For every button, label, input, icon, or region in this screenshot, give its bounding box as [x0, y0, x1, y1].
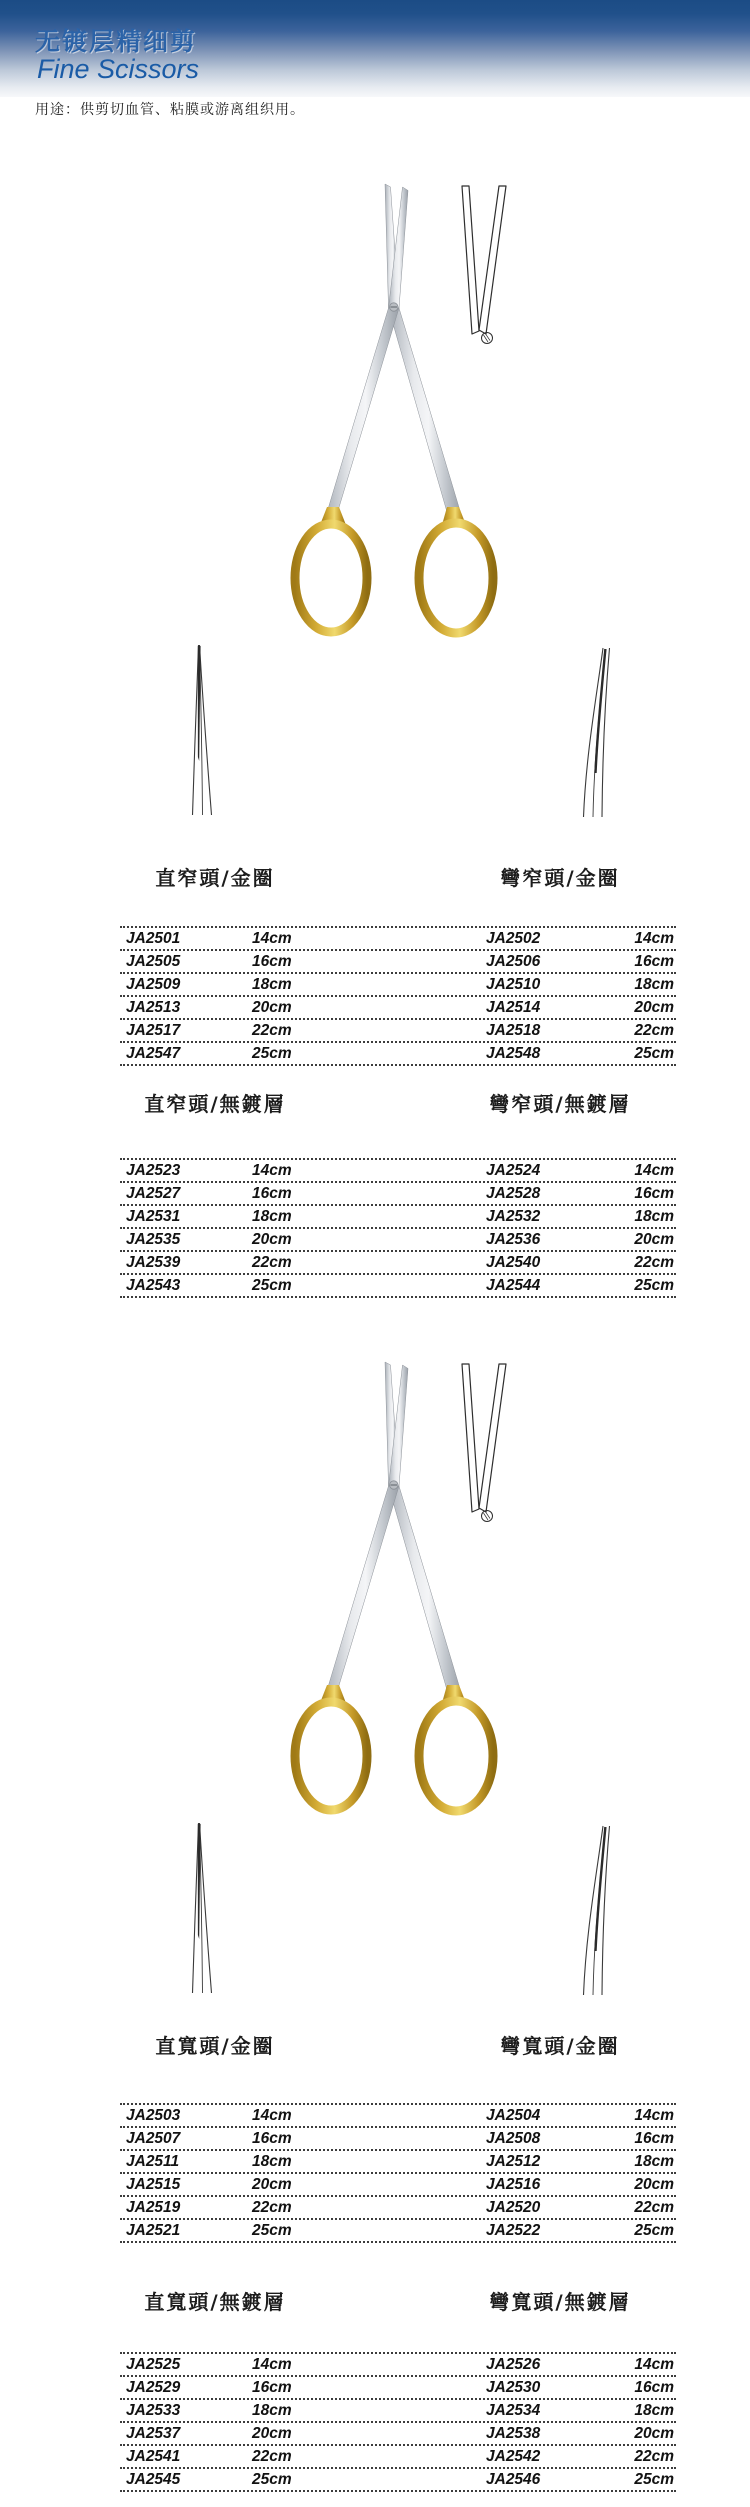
catalog-number: JA2516	[486, 2175, 541, 2193]
size-value: 14cm	[252, 2106, 292, 2124]
product-table	[120, 926, 676, 1066]
size-value: 18cm	[252, 1207, 292, 1225]
catalog-number: JA2514	[486, 998, 541, 1016]
curved-tip-drawing	[574, 645, 614, 820]
size-value: 25cm	[634, 2221, 674, 2239]
size-value: 25cm	[634, 2470, 674, 2488]
size-value: 18cm	[634, 975, 674, 993]
catalog-number: JA2513	[126, 998, 181, 1016]
catalog-number: JA2535	[126, 1230, 181, 1248]
size-value: 14cm	[634, 1161, 674, 1179]
page-title-english: Fine Scissors	[37, 54, 200, 84]
size-value: 22cm	[634, 2447, 674, 2465]
catalog-number: JA2545	[126, 2470, 181, 2488]
size-value: 22cm	[634, 2198, 674, 2216]
catalog-number: JA2542	[486, 2447, 541, 2465]
size-value: 20cm	[634, 2175, 674, 2193]
table-row	[120, 2375, 676, 2398]
table-row	[120, 926, 676, 949]
table-row	[120, 2195, 676, 2218]
catalog-number: JA2528	[486, 1184, 541, 1202]
size-value: 16cm	[252, 1184, 292, 1202]
table-row	[120, 2103, 676, 2126]
size-value: 22cm	[634, 1021, 674, 1039]
table-row	[120, 1041, 676, 1064]
catalog-number: JA2511	[126, 2152, 180, 2170]
catalog-number: JA2507	[126, 2129, 181, 2147]
catalog-number: JA2515	[126, 2175, 181, 2193]
size-value: 20cm	[634, 2424, 674, 2442]
catalog-number: JA2504	[486, 2106, 541, 2124]
catalog-number: JA2519	[126, 2198, 181, 2216]
size-value: 20cm	[252, 2175, 292, 2193]
catalog-number: JA2517	[126, 1021, 181, 1039]
size-value: 18cm	[634, 2152, 674, 2170]
size-value: 20cm	[634, 1230, 674, 1248]
size-value: 18cm	[634, 2401, 674, 2419]
table-row	[120, 1227, 676, 1250]
column-header-left: 直寬頭/無鍍層	[144, 2290, 286, 2314]
usage-note: 用途：供剪切血管、粘膜或游离组织用。	[35, 101, 305, 117]
size-value: 14cm	[634, 2106, 674, 2124]
size-value: 16cm	[634, 952, 674, 970]
size-value: 16cm	[634, 1184, 674, 1202]
catalog-number: JA2544	[486, 1276, 541, 1294]
catalog-number: JA2501	[126, 929, 181, 947]
size-value: 25cm	[252, 1044, 292, 1062]
product-table	[120, 2103, 676, 2243]
catalog-number: JA2540	[486, 1253, 541, 1271]
size-value: 25cm	[252, 2221, 292, 2239]
catalog-number: JA2520	[486, 2198, 541, 2216]
product-table	[120, 2352, 676, 2492]
catalog-number: JA2532	[486, 1207, 541, 1225]
catalog-number: JA2548	[486, 1044, 541, 1062]
size-value: 16cm	[252, 952, 292, 970]
catalog-number: JA2539	[126, 1253, 181, 1271]
size-value: 25cm	[252, 1276, 292, 1294]
catalog-number: JA2525	[126, 2355, 181, 2373]
size-value: 22cm	[252, 2447, 292, 2465]
table-row	[120, 972, 676, 995]
column-header-right: 彎窄頭/金圈	[500, 866, 620, 890]
catalog-number: JA2547	[126, 1044, 181, 1062]
catalog-number: JA2526	[486, 2355, 541, 2373]
size-value: 22cm	[634, 1253, 674, 1271]
table-row	[120, 1273, 676, 1296]
size-value: 14cm	[252, 929, 292, 947]
catalog-number: JA2518	[486, 1021, 541, 1039]
size-value: 16cm	[634, 2129, 674, 2147]
catalog-number: JA2524	[486, 1161, 541, 1179]
column-header-right: 彎寬頭/金圈	[500, 2034, 620, 2058]
table-row	[120, 1018, 676, 1041]
curved-tip-drawing	[574, 1823, 614, 1998]
table-row	[120, 2126, 676, 2149]
size-value: 14cm	[252, 1161, 292, 1179]
size-value: 20cm	[252, 2424, 292, 2442]
catalog-number: JA2538	[486, 2424, 541, 2442]
size-value: 25cm	[252, 2470, 292, 2488]
catalog-number: JA2510	[486, 975, 541, 993]
table-row	[120, 995, 676, 1018]
closed-tip-line-drawing	[455, 1363, 515, 1528]
size-value: 18cm	[252, 2152, 292, 2170]
size-value: 20cm	[252, 1230, 292, 1248]
catalog-number: JA2543	[126, 1276, 181, 1294]
page-title-chinese: 无镀层精细剪	[35, 28, 198, 56]
table-row	[120, 2218, 676, 2241]
catalog-number: JA2521	[126, 2221, 181, 2239]
size-value: 16cm	[634, 2378, 674, 2396]
size-value: 20cm	[252, 998, 292, 1016]
closed-tip-line-drawing	[455, 185, 515, 350]
table-row	[120, 2172, 676, 2195]
size-value: 16cm	[252, 2129, 292, 2147]
catalog-number: JA2541	[126, 2447, 181, 2465]
table-row	[120, 1250, 676, 1273]
size-value: 14cm	[634, 929, 674, 947]
table-row	[120, 1181, 676, 1204]
size-value: 14cm	[252, 2355, 292, 2373]
straight-tip-drawing	[188, 1821, 220, 1996]
table-row	[120, 1204, 676, 1227]
catalog-number: JA2502	[486, 929, 541, 947]
column-header-right: 彎寬頭/無鍍層	[489, 2290, 631, 2314]
table-row	[120, 2352, 676, 2375]
size-value: 18cm	[252, 2401, 292, 2419]
table-row	[120, 949, 676, 972]
catalog-number: JA2508	[486, 2129, 541, 2147]
catalog-number: JA2522	[486, 2221, 541, 2239]
catalog-number: JA2505	[126, 952, 181, 970]
table-row	[120, 2421, 676, 2444]
catalog-number: JA2503	[126, 2106, 181, 2124]
size-value: 14cm	[634, 2355, 674, 2373]
catalog-number: JA2523	[126, 1161, 181, 1179]
column-header-left: 直寬頭/金圈	[155, 2034, 275, 2058]
catalog-number: JA2527	[126, 1184, 181, 1202]
size-value: 25cm	[634, 1276, 674, 1294]
table-row	[120, 2467, 676, 2490]
table-row	[120, 2444, 676, 2467]
product-table	[120, 1158, 676, 1298]
size-value: 22cm	[252, 1021, 292, 1039]
table-row	[120, 2398, 676, 2421]
size-value: 22cm	[252, 1253, 292, 1271]
catalog-number: JA2536	[486, 1230, 541, 1248]
catalog-number: JA2533	[126, 2401, 181, 2419]
straight-tip-drawing	[188, 643, 220, 818]
column-header-right: 彎窄頭/無鍍層	[489, 1092, 631, 1116]
table-row	[120, 1158, 676, 1181]
catalog-number: JA2546	[486, 2470, 541, 2488]
column-header-left: 直窄頭/無鍍層	[144, 1092, 286, 1116]
catalog-number: JA2534	[486, 2401, 541, 2419]
catalog-number: JA2529	[126, 2378, 181, 2396]
catalog-number: JA2530	[486, 2378, 541, 2396]
catalog-number: JA2537	[126, 2424, 181, 2442]
table-row	[120, 2149, 676, 2172]
catalog-number: JA2531	[126, 1207, 181, 1225]
size-value: 16cm	[252, 2378, 292, 2396]
catalog-number: JA2509	[126, 975, 181, 993]
size-value: 25cm	[634, 1044, 674, 1062]
size-value: 22cm	[252, 2198, 292, 2216]
catalog-number: JA2506	[486, 952, 541, 970]
size-value: 18cm	[252, 975, 292, 993]
catalog-number: JA2512	[486, 2152, 541, 2170]
size-value: 20cm	[634, 998, 674, 1016]
size-value: 18cm	[634, 1207, 674, 1225]
column-header-left: 直窄頭/金圈	[155, 866, 275, 890]
